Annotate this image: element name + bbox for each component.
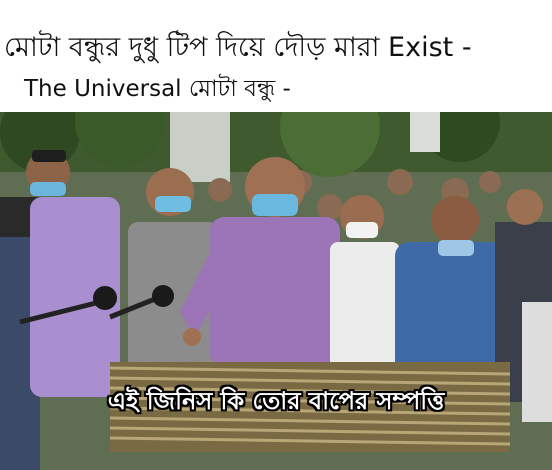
caption-line-2: The Universal মোটা বন্ধু -	[24, 76, 291, 102]
caption-line-1: মোটা বন্ধুর দুধু টিপ দিয়ে দৌড় মারা Exist -	[4, 32, 472, 63]
photo-subtitle: এই জিনিস কি তোর বাপের সম্পত্তি	[107, 387, 445, 415]
